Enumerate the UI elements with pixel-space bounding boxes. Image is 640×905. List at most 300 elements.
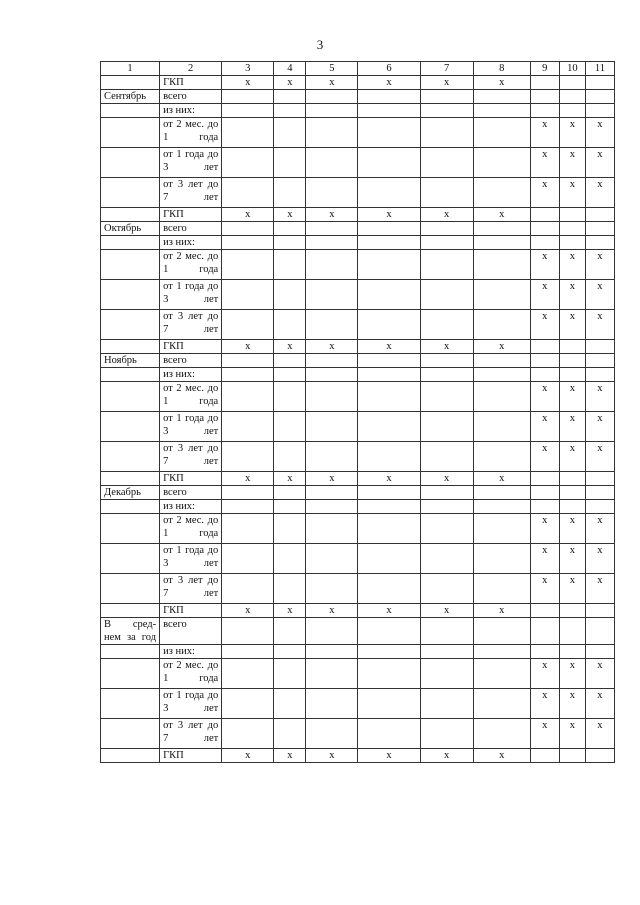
table-row xyxy=(101,472,615,486)
value-cell: x xyxy=(473,340,530,354)
value-cell xyxy=(420,250,473,280)
value-cell xyxy=(473,118,530,148)
value-cell xyxy=(473,354,530,368)
value-cell: x xyxy=(420,472,473,486)
value-cell: x xyxy=(559,250,585,280)
value-cell xyxy=(420,689,473,719)
value-cell: x xyxy=(530,178,559,208)
month-cell xyxy=(101,208,160,222)
value-cell: x xyxy=(222,340,274,354)
table-row xyxy=(101,208,615,222)
value-cell: x xyxy=(585,514,614,544)
value-cell: x xyxy=(473,472,530,486)
value-cell xyxy=(559,208,585,222)
month-cell xyxy=(101,749,160,763)
value-cell: x xyxy=(530,148,559,178)
table-row xyxy=(101,382,615,412)
value-cell xyxy=(274,544,306,574)
value-cell xyxy=(585,604,614,618)
value-cell xyxy=(222,222,274,236)
table-row xyxy=(101,719,615,749)
value-cell xyxy=(306,222,358,236)
value-cell xyxy=(559,368,585,382)
value-cell: x xyxy=(530,250,559,280)
value-cell xyxy=(358,645,420,659)
value-cell xyxy=(473,618,530,645)
value-cell xyxy=(222,500,274,514)
value-cell xyxy=(306,90,358,104)
table-row xyxy=(101,689,615,719)
value-cell xyxy=(585,76,614,90)
table-row xyxy=(101,250,615,280)
table-row xyxy=(101,118,615,148)
column-number-row xyxy=(101,62,615,76)
value-cell xyxy=(222,574,274,604)
value-cell: x xyxy=(585,118,614,148)
value-cell xyxy=(274,310,306,340)
value-cell: x xyxy=(530,118,559,148)
table-row xyxy=(101,148,615,178)
value-cell xyxy=(358,222,420,236)
value-cell xyxy=(306,514,358,544)
value-cell xyxy=(358,412,420,442)
value-cell xyxy=(473,442,530,472)
month-label: Ноябрь xyxy=(101,354,160,368)
row-label: ГКП xyxy=(160,340,222,354)
value-cell xyxy=(358,659,420,689)
month-cell xyxy=(101,310,160,340)
value-cell xyxy=(420,500,473,514)
value-cell xyxy=(274,382,306,412)
value-cell: x xyxy=(274,208,306,222)
value-cell: x xyxy=(306,340,358,354)
value-cell xyxy=(473,222,530,236)
column-number: 9 xyxy=(530,62,559,76)
column-number: 11 xyxy=(585,62,614,76)
value-cell xyxy=(306,442,358,472)
value-cell xyxy=(420,574,473,604)
value-cell: x xyxy=(306,208,358,222)
value-cell xyxy=(222,90,274,104)
value-cell xyxy=(585,618,614,645)
value-cell xyxy=(473,514,530,544)
table-row xyxy=(101,178,615,208)
value-cell xyxy=(358,382,420,412)
value-cell xyxy=(222,104,274,118)
value-cell xyxy=(306,645,358,659)
column-number: 5 xyxy=(306,62,358,76)
value-cell xyxy=(274,90,306,104)
row-label: всего xyxy=(160,486,222,500)
value-cell xyxy=(559,104,585,118)
value-cell: x xyxy=(530,280,559,310)
value-cell xyxy=(473,689,530,719)
value-cell: x xyxy=(222,604,274,618)
value-cell: x xyxy=(306,749,358,763)
value-cell xyxy=(222,544,274,574)
row-label: от 1 года до 3 лет xyxy=(160,412,222,442)
table-row xyxy=(101,104,615,118)
value-cell: x xyxy=(585,382,614,412)
value-cell xyxy=(559,645,585,659)
value-cell xyxy=(306,148,358,178)
value-cell xyxy=(420,310,473,340)
row-label: ГКП xyxy=(160,76,222,90)
value-cell xyxy=(274,719,306,749)
value-cell xyxy=(306,486,358,500)
value-cell: x xyxy=(559,412,585,442)
row-label: ГКП xyxy=(160,749,222,763)
value-cell xyxy=(585,236,614,250)
value-cell: x xyxy=(559,659,585,689)
row-label: ГКП xyxy=(160,604,222,618)
value-cell: x xyxy=(530,574,559,604)
month-label: Декабрь xyxy=(101,486,160,500)
value-cell xyxy=(420,90,473,104)
value-cell xyxy=(274,645,306,659)
value-cell xyxy=(274,368,306,382)
value-cell: x xyxy=(585,659,614,689)
value-cell xyxy=(559,472,585,486)
value-cell: x xyxy=(530,442,559,472)
value-cell: x xyxy=(530,412,559,442)
value-cell xyxy=(473,574,530,604)
value-cell xyxy=(274,618,306,645)
value-cell xyxy=(420,236,473,250)
value-cell xyxy=(274,280,306,310)
column-number: 1 xyxy=(101,62,160,76)
column-number: 4 xyxy=(274,62,306,76)
value-cell xyxy=(222,514,274,544)
value-cell xyxy=(530,208,559,222)
value-cell xyxy=(585,90,614,104)
value-cell: x xyxy=(559,178,585,208)
value-cell: x xyxy=(222,472,274,486)
value-cell xyxy=(530,340,559,354)
value-cell xyxy=(420,118,473,148)
value-cell xyxy=(274,500,306,514)
value-cell: x xyxy=(420,604,473,618)
value-cell xyxy=(420,368,473,382)
value-cell xyxy=(222,310,274,340)
value-cell xyxy=(473,280,530,310)
value-cell xyxy=(420,178,473,208)
value-cell: x xyxy=(530,544,559,574)
value-cell xyxy=(530,354,559,368)
month-cell xyxy=(101,236,160,250)
value-cell: x xyxy=(306,604,358,618)
value-cell xyxy=(473,645,530,659)
value-cell xyxy=(358,148,420,178)
value-cell: x xyxy=(530,719,559,749)
value-cell: x xyxy=(358,340,420,354)
row-label: всего xyxy=(160,618,222,645)
value-cell xyxy=(530,236,559,250)
value-cell: x xyxy=(473,749,530,763)
value-cell: x xyxy=(585,310,614,340)
value-cell: x xyxy=(559,544,585,574)
table-row xyxy=(101,645,615,659)
value-cell xyxy=(222,280,274,310)
value-cell: x xyxy=(358,604,420,618)
value-cell xyxy=(274,659,306,689)
value-cell xyxy=(473,236,530,250)
month-cell xyxy=(101,382,160,412)
month-cell xyxy=(101,500,160,514)
value-cell xyxy=(306,689,358,719)
value-cell xyxy=(473,178,530,208)
value-cell: x xyxy=(585,280,614,310)
value-cell: x xyxy=(222,749,274,763)
value-cell xyxy=(222,178,274,208)
value-cell xyxy=(306,500,358,514)
value-cell xyxy=(222,148,274,178)
value-cell xyxy=(559,222,585,236)
table-row xyxy=(101,500,615,514)
value-cell xyxy=(585,354,614,368)
value-cell: x xyxy=(585,719,614,749)
value-cell xyxy=(420,659,473,689)
month-cell xyxy=(101,250,160,280)
value-cell xyxy=(306,368,358,382)
value-cell xyxy=(306,250,358,280)
value-cell xyxy=(358,574,420,604)
value-cell xyxy=(306,178,358,208)
table-row xyxy=(101,574,615,604)
value-cell xyxy=(420,354,473,368)
value-cell: x xyxy=(420,208,473,222)
value-cell xyxy=(306,354,358,368)
month-cell xyxy=(101,178,160,208)
value-cell xyxy=(420,719,473,749)
value-cell xyxy=(306,280,358,310)
table-row xyxy=(101,280,615,310)
value-cell xyxy=(274,486,306,500)
value-cell: x xyxy=(585,544,614,574)
value-cell xyxy=(473,250,530,280)
row-label: от 3 лет до 7 лет xyxy=(160,719,222,749)
row-label: из них: xyxy=(160,368,222,382)
value-cell xyxy=(358,618,420,645)
value-cell: x xyxy=(358,76,420,90)
value-cell xyxy=(306,544,358,574)
value-cell xyxy=(559,604,585,618)
value-cell xyxy=(473,544,530,574)
value-cell xyxy=(306,719,358,749)
value-cell xyxy=(585,486,614,500)
value-cell xyxy=(274,514,306,544)
value-cell: x xyxy=(530,659,559,689)
row-label: из них: xyxy=(160,500,222,514)
month-cell xyxy=(101,76,160,90)
value-cell: x xyxy=(274,472,306,486)
row-label: от 2 мес. до 1 года xyxy=(160,250,222,280)
value-cell: x xyxy=(559,719,585,749)
column-number: 3 xyxy=(222,62,274,76)
value-cell: x xyxy=(473,208,530,222)
value-cell: x xyxy=(559,574,585,604)
row-label: ГКП xyxy=(160,472,222,486)
value-cell xyxy=(358,310,420,340)
table-row xyxy=(101,236,615,250)
value-cell xyxy=(420,544,473,574)
value-cell xyxy=(530,222,559,236)
row-label: от 3 лет до 7 лет xyxy=(160,310,222,340)
value-cell xyxy=(306,412,358,442)
value-cell xyxy=(274,574,306,604)
value-cell xyxy=(585,104,614,118)
value-cell xyxy=(530,368,559,382)
value-cell xyxy=(358,544,420,574)
table-row xyxy=(101,604,615,618)
value-cell xyxy=(473,500,530,514)
value-cell: x xyxy=(222,76,274,90)
value-cell xyxy=(306,574,358,604)
row-label: всего xyxy=(160,90,222,104)
row-label: от 3 лет до 7 лет xyxy=(160,574,222,604)
value-cell xyxy=(420,412,473,442)
month-cell xyxy=(101,412,160,442)
month-cell xyxy=(101,442,160,472)
value-cell xyxy=(222,382,274,412)
value-cell: x xyxy=(559,280,585,310)
row-label: от 1 года до 3 лет xyxy=(160,148,222,178)
month-cell xyxy=(101,659,160,689)
value-cell xyxy=(585,645,614,659)
value-cell xyxy=(306,310,358,340)
value-cell: x xyxy=(559,118,585,148)
value-cell xyxy=(306,659,358,689)
table-row xyxy=(101,310,615,340)
month-cell xyxy=(101,280,160,310)
value-cell: x xyxy=(358,749,420,763)
value-cell xyxy=(274,354,306,368)
value-cell xyxy=(274,178,306,208)
table-row xyxy=(101,90,615,104)
value-cell xyxy=(559,486,585,500)
value-cell xyxy=(559,618,585,645)
value-cell xyxy=(358,486,420,500)
value-cell xyxy=(530,618,559,645)
value-cell: x xyxy=(585,574,614,604)
value-cell xyxy=(222,368,274,382)
value-cell xyxy=(274,148,306,178)
column-number: 8 xyxy=(473,62,530,76)
table-row xyxy=(101,222,615,236)
value-cell xyxy=(358,250,420,280)
table-row xyxy=(101,659,615,689)
table-row xyxy=(101,618,615,645)
month-cell xyxy=(101,118,160,148)
value-cell xyxy=(306,618,358,645)
month-cell xyxy=(101,719,160,749)
value-cell xyxy=(222,659,274,689)
row-label: от 3 лет до 7 лет xyxy=(160,442,222,472)
month-cell xyxy=(101,514,160,544)
row-label: от 2 мес. до 1 года xyxy=(160,382,222,412)
value-cell xyxy=(274,222,306,236)
value-cell: x xyxy=(420,76,473,90)
month-label: Октябрь xyxy=(101,222,160,236)
value-cell xyxy=(274,689,306,719)
value-cell xyxy=(559,340,585,354)
month-label: В сред- нем за год xyxy=(101,618,160,645)
value-cell xyxy=(473,104,530,118)
value-cell xyxy=(420,104,473,118)
value-cell xyxy=(530,104,559,118)
column-number: 6 xyxy=(358,62,420,76)
month-cell xyxy=(101,645,160,659)
month-cell xyxy=(101,604,160,618)
value-cell: x xyxy=(306,76,358,90)
value-cell xyxy=(222,118,274,148)
value-cell xyxy=(420,222,473,236)
month-cell xyxy=(101,340,160,354)
value-cell: x xyxy=(274,76,306,90)
month-cell xyxy=(101,148,160,178)
column-number: 2 xyxy=(160,62,222,76)
column-number: 7 xyxy=(420,62,473,76)
value-cell xyxy=(473,90,530,104)
value-cell: x xyxy=(585,689,614,719)
value-cell xyxy=(530,749,559,763)
value-cell xyxy=(306,104,358,118)
value-cell xyxy=(585,500,614,514)
value-cell xyxy=(420,280,473,310)
value-cell: x xyxy=(559,310,585,340)
value-cell xyxy=(420,618,473,645)
value-cell xyxy=(222,250,274,280)
row-label: от 1 года до 3 лет xyxy=(160,544,222,574)
value-cell: x xyxy=(306,472,358,486)
page-number: 3 xyxy=(316,37,324,52)
row-label: от 2 мес. до 1 года xyxy=(160,514,222,544)
row-label: из них: xyxy=(160,236,222,250)
table-row xyxy=(101,340,615,354)
value-cell: x xyxy=(585,178,614,208)
value-cell: x xyxy=(473,604,530,618)
value-cell xyxy=(222,719,274,749)
table-row xyxy=(101,442,615,472)
row-label: от 3 лет до 7 лет xyxy=(160,178,222,208)
value-cell xyxy=(222,689,274,719)
value-cell xyxy=(420,514,473,544)
value-cell xyxy=(274,412,306,442)
value-cell xyxy=(358,178,420,208)
value-cell xyxy=(222,412,274,442)
value-cell xyxy=(358,514,420,544)
value-cell xyxy=(306,236,358,250)
value-cell xyxy=(358,719,420,749)
value-cell: x xyxy=(222,208,274,222)
value-cell xyxy=(222,486,274,500)
value-cell: x xyxy=(420,749,473,763)
month-cell xyxy=(101,104,160,118)
value-cell: x xyxy=(585,412,614,442)
value-cell xyxy=(559,500,585,514)
value-cell xyxy=(559,236,585,250)
value-cell: x xyxy=(274,749,306,763)
value-cell: x xyxy=(585,442,614,472)
value-cell xyxy=(306,382,358,412)
value-cell xyxy=(473,486,530,500)
value-cell xyxy=(585,208,614,222)
report-table xyxy=(100,61,615,763)
value-cell: x xyxy=(585,148,614,178)
value-cell xyxy=(420,442,473,472)
value-cell xyxy=(222,354,274,368)
value-cell: x xyxy=(530,514,559,544)
